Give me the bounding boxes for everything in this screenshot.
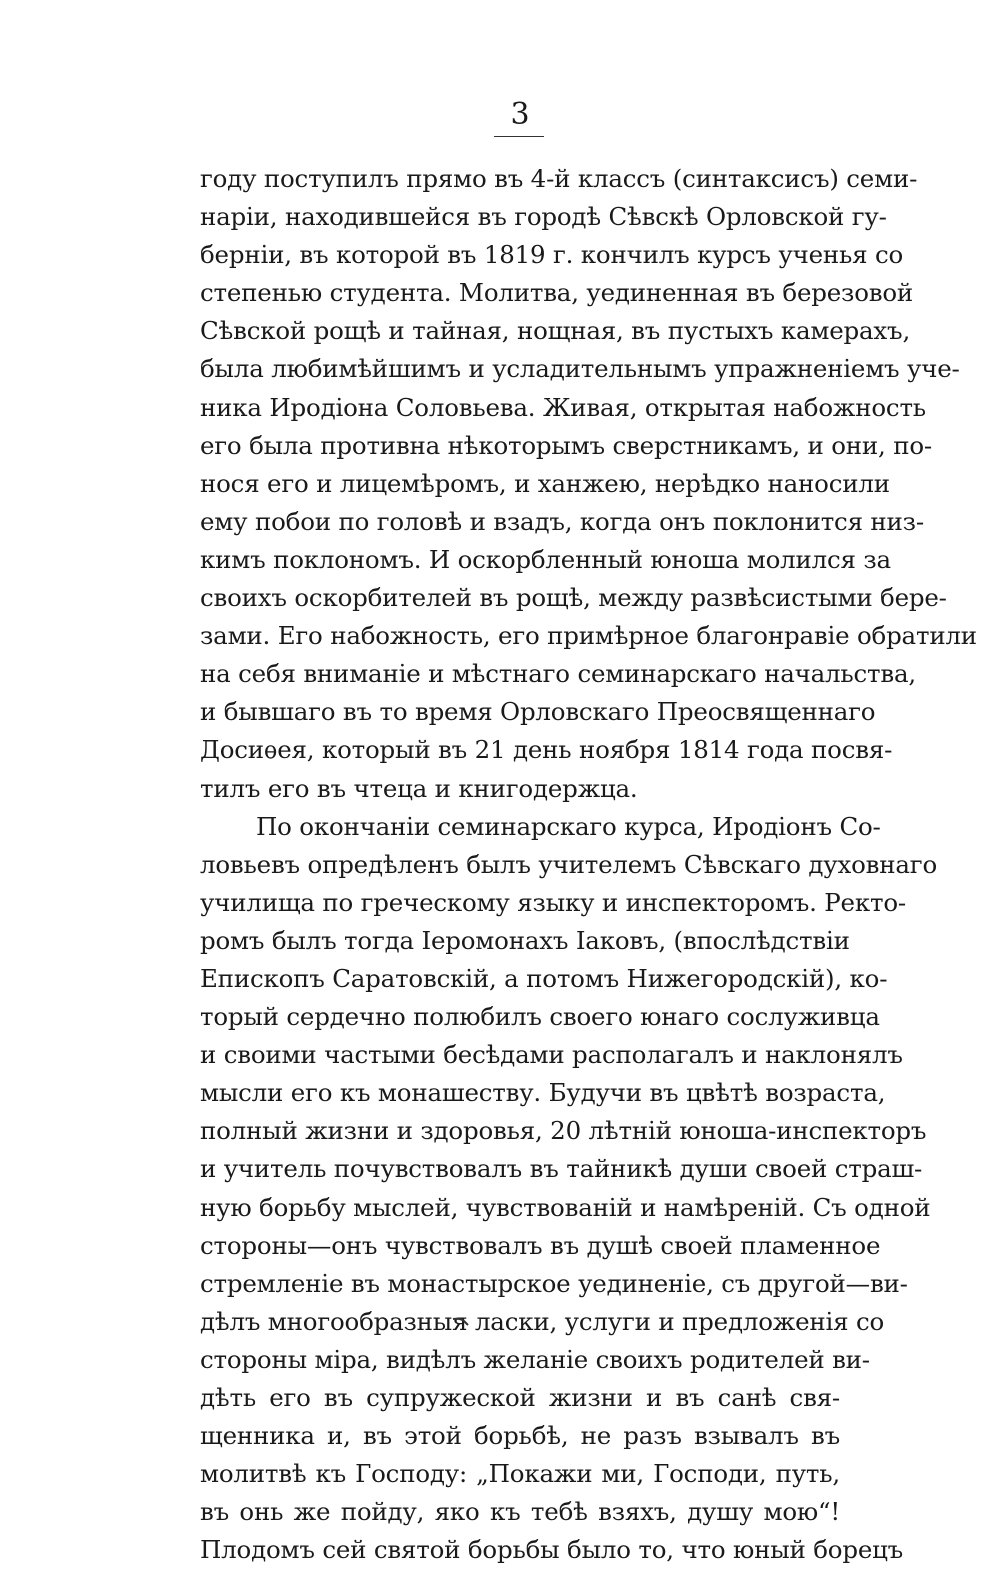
text-line: училища по греческому языку и инспекторомъ. Ректо- <box>200 887 906 917</box>
page-number-rule <box>494 136 544 137</box>
text-line: берніи, въ которой въ 1819 г. кончилъ курсъ ученья со <box>200 240 904 270</box>
text-line: нося его и лицемѣромъ, и ханжею, нерѣдко наносили <box>200 468 890 498</box>
text-line: Досиѳея, который въ 21 день ноября 1814 года посвя- <box>200 735 893 765</box>
text-line: полный жизни и здоровья, 20 лѣтній юноша-инспекторъ <box>200 1116 927 1146</box>
page-number: 3 <box>510 97 530 132</box>
text-line: стороны міра, видѣлъ желаніе своихъ родителей ви- <box>200 1344 870 1374</box>
text-line: мысли его къ монашеству. Будучи въ цвѣтѣ возраста, <box>200 1078 886 1108</box>
text-line: Плодомъ сей святой борьбы было то, что юный борецъ <box>200 1535 904 1565</box>
text-line: ную борьбу мыслей, чувствованій и намѣреній. Съ одной <box>200 1192 931 1222</box>
text-line: торый сердечно полюбилъ своего юнаго сослуживца <box>200 1002 880 1032</box>
text-line: По окончаніи семинарскаго курса, Иродіонъ Со- <box>256 811 881 841</box>
text-line: ему побои по головѣ и взадъ, когда онъ поклонится низ- <box>200 506 924 536</box>
text-line: Сѣвской рощѣ и тайная, нощная, въ пустыхъ камерахъ, <box>200 316 911 346</box>
text-line: кимъ поклономъ. И оскорбленный юноша молился за <box>200 544 891 574</box>
text-line: и своими частыми бесѣдами располагалъ и наклонялъ <box>200 1040 903 1070</box>
text-line: ловьевъ опредѣленъ былъ учителемъ Сѣвскаго духовнаго <box>200 849 937 879</box>
text-line: ника Иродіона Соловьева. Живая, открытая набожность <box>200 392 926 422</box>
text-line: наріи, находившейся въ городѣ Сѣвскѣ Орловской гу- <box>200 202 887 232</box>
text-line: тилъ его въ чтеца и книгодержца. <box>200 773 638 803</box>
text-line: зами. Его набожность, его примѣрное благонравіе обратили <box>200 621 977 651</box>
text-line: своихъ оскорбителей въ рощѣ, между развѣсистыми бере- <box>200 583 947 613</box>
text-line: молитвѣ къ Господу: „Покажи ми, Господи, путь, <box>200 1459 840 1489</box>
text-line: стремленіе въ монастырское уединеніе, съ другой—ви- <box>200 1268 908 1298</box>
text-line: на себя вниманіе и мѣстнаго семинарскаго начальства, <box>200 659 916 689</box>
printer-mark <box>452 1316 472 1328</box>
text-line: стороны—онъ чувствовалъ въ душѣ своей пламенное <box>200 1230 881 1260</box>
text-line: степенью студента. Молитва, уединенная въ березовой <box>200 278 914 308</box>
text-line: году поступилъ прямо въ 4-й классъ (синтаксисъ) семи- <box>200 164 918 193</box>
text-line: и бывшаго въ то время Орловскаго Преосвященнаго <box>200 697 876 727</box>
text-line: въ онь же пойду, яко къ тебѣ взяхъ, душу мою“! <box>200 1497 840 1527</box>
text-line: щенника и, въ этой борьбѣ, не разъ взывалъ въ <box>200 1421 840 1451</box>
body-text <box>200 160 977 1569</box>
text-line: его была противна нѣкоторымъ сверстникамъ, и они, по- <box>200 430 932 460</box>
text-line: дѣть его въ супружеской жизни и въ санѣ свя- <box>200 1383 840 1412</box>
text-line: и учитель почувствовалъ въ тайникѣ души своей страш- <box>200 1154 923 1184</box>
text-line: ромъ былъ тогда Іеромонахъ Іаковъ, (впослѣдствіи <box>200 925 850 955</box>
text-line: дѣлъ многообразныя ласки, услуги и предложенія со <box>200 1306 885 1336</box>
text-line: Епископъ Саратовскій, а потомъ Нижегородскій), ко- <box>200 963 888 993</box>
text-line: была любимѣйшимъ и усладительнымъ упражненіемъ уче- <box>200 354 960 384</box>
